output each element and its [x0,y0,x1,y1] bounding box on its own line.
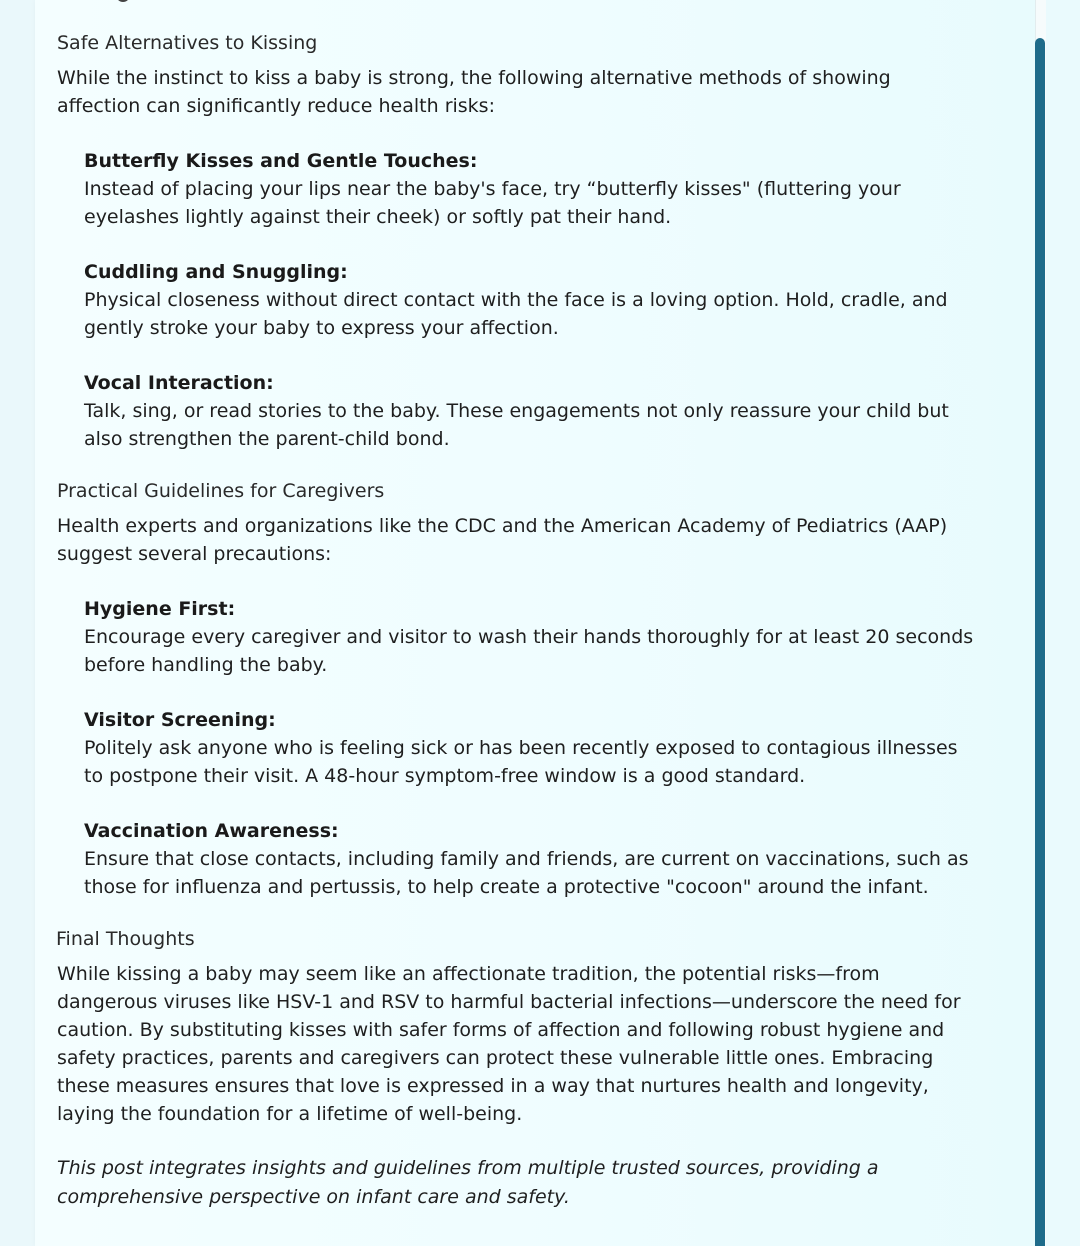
list-item-description: Physical closeness without direct contact with the face is a loving option. Hold, cradle, and gently stroke your baby to express your affection. [84,289,948,339]
list-item-title: Visitor Screening: [84,709,276,731]
section-heading-alternatives: Safe Alternatives to Kissing [57,32,318,54]
section-heading-final: Final Thoughts [56,928,195,950]
list-item-description: Talk, sing, or read stories to the baby. These engagements not only reassure your child but also strengthen the parent-child bond. [84,400,949,450]
source-note: This post integrates insights and guidelines from multiple trusted sources, providing a comprehensive perspective on infant care and safety. [57,1157,879,1208]
article-content [57,30,977,1212]
list-item [84,817,979,901]
list-item-title: Vaccination Awareness: [84,820,339,842]
section-intro-alternatives: While the instinct to kiss a baby is strong, the following alternative methods of showing affection can significantly reduce health risks: [57,67,891,117]
list-item-title: Hygiene First: [84,598,236,620]
section-intro-guidelines: Health experts and organizations like the CDC and the American Academy of Pediatrics (AAP) suggest several precautions: [57,515,948,565]
list-item [84,706,979,790]
list-item-description: Ensure that close contacts, including family and friends, are current on vaccinations, such as those for influenza and pertussis, to help create a protective "cocoon" around the infant. [84,848,969,898]
list-item-description: Encourage every caregiver and visitor to wash their hands thoroughly for at least 20 seconds before handling the baby. [84,626,974,676]
list-item [84,369,979,453]
list-item [84,147,979,231]
list-item [84,595,979,679]
list-item-title: Cuddling and Snuggling: [84,261,348,283]
scrollbar-thumb[interactable] [1035,38,1045,1246]
section-heading-guidelines: Practical Guidelines for Caregivers [57,480,385,502]
list-item-title: Vocal Interaction: [84,372,274,394]
list-item-description: Instead of placing your lips near the baby's face, try “butterfly kisses" (fluttering your eyelashes lightly against their cheek) or softly pat their hand. [84,178,901,228]
list-item-title: Butterfly Kisses and Gentle Touches: [84,150,478,172]
list-item-description: Politely ask anyone who is feeling sick or has been recently exposed to contagious illnesses to postpone their visit. A 48-hour symptom-free window is a good standard. [84,737,958,787]
section-body-final: While kissing a baby may seem like an affectionate tradition, the potential risks—from dangerous viruses like HSV-1 and RSV to harmful bacterial infections—underscore the need for caution. By substituting kisses with safer forms of affection and following robust hygiene and safety practices, parents and caregivers can protect these vulnerable little ones. Embracing these measures ensures that love is expressed in a way that nurtures health and longevity, laying the foundation for a lifetime of well-being. [57,963,961,1125]
list-item [84,258,979,342]
